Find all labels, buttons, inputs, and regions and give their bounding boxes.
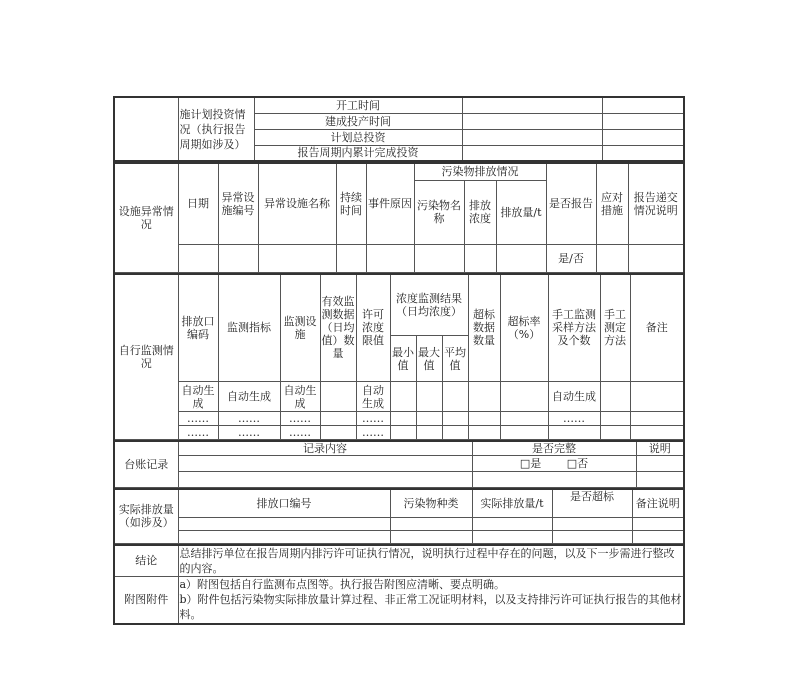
- manual-determ-header: 手工测定方法: [600, 274, 630, 382]
- monitor-cell[interactable]: [600, 382, 630, 412]
- investment-blank: [114, 97, 178, 161]
- monitor-cell[interactable]: [320, 382, 356, 412]
- anomaly-report-note-header: 报告递交情况说明: [628, 163, 684, 244]
- anomaly-cell[interactable]: [336, 244, 366, 272]
- exceed-rate-header: 超标率（%）: [500, 274, 548, 382]
- dots: ……: [218, 426, 280, 440]
- actual-cell[interactable]: [390, 530, 472, 543]
- monitor-cell[interactable]: [416, 382, 442, 412]
- emission-group-header: 污染物排放情况: [414, 163, 546, 180]
- min-header: 最小值: [390, 336, 416, 382]
- avg-header: 平均值: [442, 336, 468, 382]
- anomaly-cause-header: 事件原因: [366, 163, 414, 244]
- monitor-cell[interactable]: [600, 412, 630, 426]
- report-sheet: [113, 96, 683, 635]
- actual-exceed-header: 是否超标: [552, 489, 632, 517]
- attach-label: 附图附件: [114, 576, 178, 624]
- limit-auto[interactable]: 自动生成: [356, 382, 390, 412]
- max-header: 最大值: [416, 336, 442, 382]
- complete-options: [472, 456, 636, 472]
- valid-count-header: 有效监测数据（日均值）数量: [320, 274, 356, 382]
- exceed-count-header: 超标数据数量: [468, 274, 500, 382]
- anomaly-label: 设施异常情况: [114, 163, 178, 272]
- conclusion-label: 结论: [114, 545, 178, 577]
- monitor-facility-header: 监测设施: [280, 274, 320, 382]
- actual-cell[interactable]: [552, 530, 632, 543]
- indicator-header: 监测指标: [218, 274, 280, 382]
- monitor-cell[interactable]: [468, 382, 500, 412]
- dots: ……: [218, 412, 280, 426]
- anomaly-yes-no[interactable]: 是/否: [546, 244, 596, 272]
- complete-time-value[interactable]: [462, 113, 602, 129]
- actual-label: 实际排放量（如涉及）: [114, 489, 178, 543]
- complete-yes-checkbox[interactable]: □是: [519, 457, 542, 470]
- start-time-extra[interactable]: [602, 97, 684, 113]
- monitor-cell[interactable]: [390, 426, 416, 440]
- cumulative-extra[interactable]: [602, 145, 684, 161]
- facility-auto[interactable]: 自动生成: [280, 382, 320, 412]
- anomaly-facility-name-header: 异常设施名称: [258, 163, 336, 244]
- actual-cell[interactable]: [178, 530, 390, 543]
- monitor-cell[interactable]: [630, 412, 684, 426]
- manual-auto[interactable]: 自动生成: [548, 382, 600, 412]
- anomaly-cell[interactable]: [496, 244, 546, 272]
- monitor-cell[interactable]: [416, 426, 442, 440]
- monitor-cell[interactable]: [320, 426, 356, 440]
- ledger-table: [113, 440, 685, 488]
- monitor-cell[interactable]: [390, 412, 416, 426]
- dots: ……: [178, 412, 218, 426]
- anomaly-reported-header: 是否报告: [546, 163, 596, 244]
- monitor-cell[interactable]: [500, 382, 548, 412]
- monitor-cell[interactable]: [468, 412, 500, 426]
- concentration-header: 排放浓度: [464, 180, 496, 244]
- monitor-cell[interactable]: [320, 412, 356, 426]
- monitor-cell[interactable]: [548, 426, 600, 440]
- outlet-no-header: 排放口编码: [178, 274, 218, 382]
- start-time-label: 开工时间: [254, 97, 462, 113]
- anomaly-cell[interactable]: [596, 244, 628, 272]
- monitor-note-header: 备注: [630, 274, 684, 382]
- anomaly-cell[interactable]: [258, 244, 336, 272]
- manual-method-header: 手工监测采样方法及个数: [548, 274, 600, 382]
- monitor-table: [113, 273, 685, 441]
- limit-header: 许可浓度限值: [356, 274, 390, 382]
- plan-total-extra[interactable]: [602, 129, 684, 145]
- outlet-auto[interactable]: 自动生成: [178, 382, 218, 412]
- monitor-cell[interactable]: [500, 412, 548, 426]
- attach-text: [178, 576, 684, 624]
- explain-value[interactable]: [636, 472, 684, 488]
- actual-cell[interactable]: [472, 517, 552, 530]
- monitor-cell[interactable]: [500, 426, 548, 440]
- monitor-cell[interactable]: [416, 412, 442, 426]
- explain-header: 说明: [636, 441, 684, 456]
- investment-label: 施计划投资情况（执行报告周期如涉及）: [178, 97, 254, 161]
- plan-total-value[interactable]: [462, 129, 602, 145]
- dots: ……: [280, 412, 320, 426]
- pollutant-type-header: 污染物种类: [390, 489, 472, 517]
- anomaly-cell[interactable]: [366, 244, 414, 272]
- explain-value[interactable]: [636, 456, 684, 472]
- attach-item-b: b）附件包括污染物实际排放量计算过程、非正常工况证明材料，以及支持排污许可证执行报告的其他材料。: [179, 593, 682, 622]
- plan-total-label: 计划总投资: [254, 129, 462, 145]
- cumulative-label: 报告周期内累计完成投资: [254, 145, 462, 161]
- monitor-cell[interactable]: [442, 382, 468, 412]
- complete-value[interactable]: [472, 472, 636, 488]
- pollutant-name-header: 污染物名称: [414, 180, 464, 244]
- complete-no-checkbox[interactable]: □否: [566, 457, 589, 470]
- monitor-label: 自行监测情况: [114, 274, 178, 440]
- cumulative-value[interactable]: [462, 145, 602, 161]
- actual-cell[interactable]: [178, 517, 390, 530]
- ledger-label: 台账记录: [114, 441, 178, 488]
- monitor-cell[interactable]: [630, 426, 684, 440]
- complete-time-label: 建成投产时间: [254, 113, 462, 129]
- monitor-cell[interactable]: [442, 426, 468, 440]
- monitor-cell[interactable]: [600, 426, 630, 440]
- conclusion-table: [113, 544, 685, 626]
- start-time-value[interactable]: [462, 97, 602, 113]
- indicator-auto[interactable]: 自动生成: [218, 382, 280, 412]
- anomaly-cell[interactable]: [628, 244, 684, 272]
- monitor-cell[interactable]: [630, 382, 684, 412]
- amount-header: 排放量/t: [496, 180, 546, 244]
- result-group-header: 浓度监测结果（日均浓度）: [390, 274, 468, 336]
- dots: ……: [548, 412, 600, 426]
- actual-amount-header: 实际排放量/t: [472, 489, 552, 517]
- record-content-header: 记录内容: [178, 441, 472, 456]
- conclusion-text: 总结排污单位在报告周期内排污许可证执行情况，说明执行过程中存在的问题，以及下一步需进行整改的内容。: [178, 545, 684, 577]
- complete-time-extra[interactable]: [602, 113, 684, 129]
- anomaly-duration-header: 持续时间: [336, 163, 366, 244]
- dots: ……: [356, 426, 390, 440]
- anomaly-cell[interactable]: [218, 244, 258, 272]
- actual-outlet-header: 排放口编号: [178, 489, 390, 517]
- anomaly-cell[interactable]: [414, 244, 464, 272]
- anomaly-cell[interactable]: [464, 244, 496, 272]
- complete-header: 是否完整: [472, 441, 636, 456]
- record-content-value[interactable]: [178, 456, 472, 472]
- dots: ……: [356, 412, 390, 426]
- record-content-value[interactable]: [178, 472, 472, 488]
- actual-cell[interactable]: [632, 517, 684, 530]
- actual-table: [113, 488, 685, 544]
- monitor-cell[interactable]: [468, 426, 500, 440]
- dots: ……: [178, 426, 218, 440]
- anomaly-table: [113, 162, 685, 273]
- investment-table: [113, 96, 685, 162]
- dots: ……: [280, 426, 320, 440]
- actual-note-header: 备注说明: [632, 489, 684, 517]
- monitor-cell[interactable]: [442, 412, 468, 426]
- actual-cell[interactable]: [390, 517, 472, 530]
- actual-cell[interactable]: [632, 530, 684, 543]
- anomaly-measures-header: 应对措施: [596, 163, 628, 244]
- anomaly-cell[interactable]: [178, 244, 218, 272]
- attach-item-a: a）附图包括自行监测布点图等。执行报告附图应清晰、要点明确。: [179, 578, 506, 592]
- actual-cell[interactable]: [552, 517, 632, 530]
- monitor-cell[interactable]: [390, 382, 416, 412]
- anomaly-date-header: 日期: [178, 163, 218, 244]
- anomaly-facility-no-header: 异常设施编号: [218, 163, 258, 244]
- actual-cell[interactable]: [472, 530, 552, 543]
